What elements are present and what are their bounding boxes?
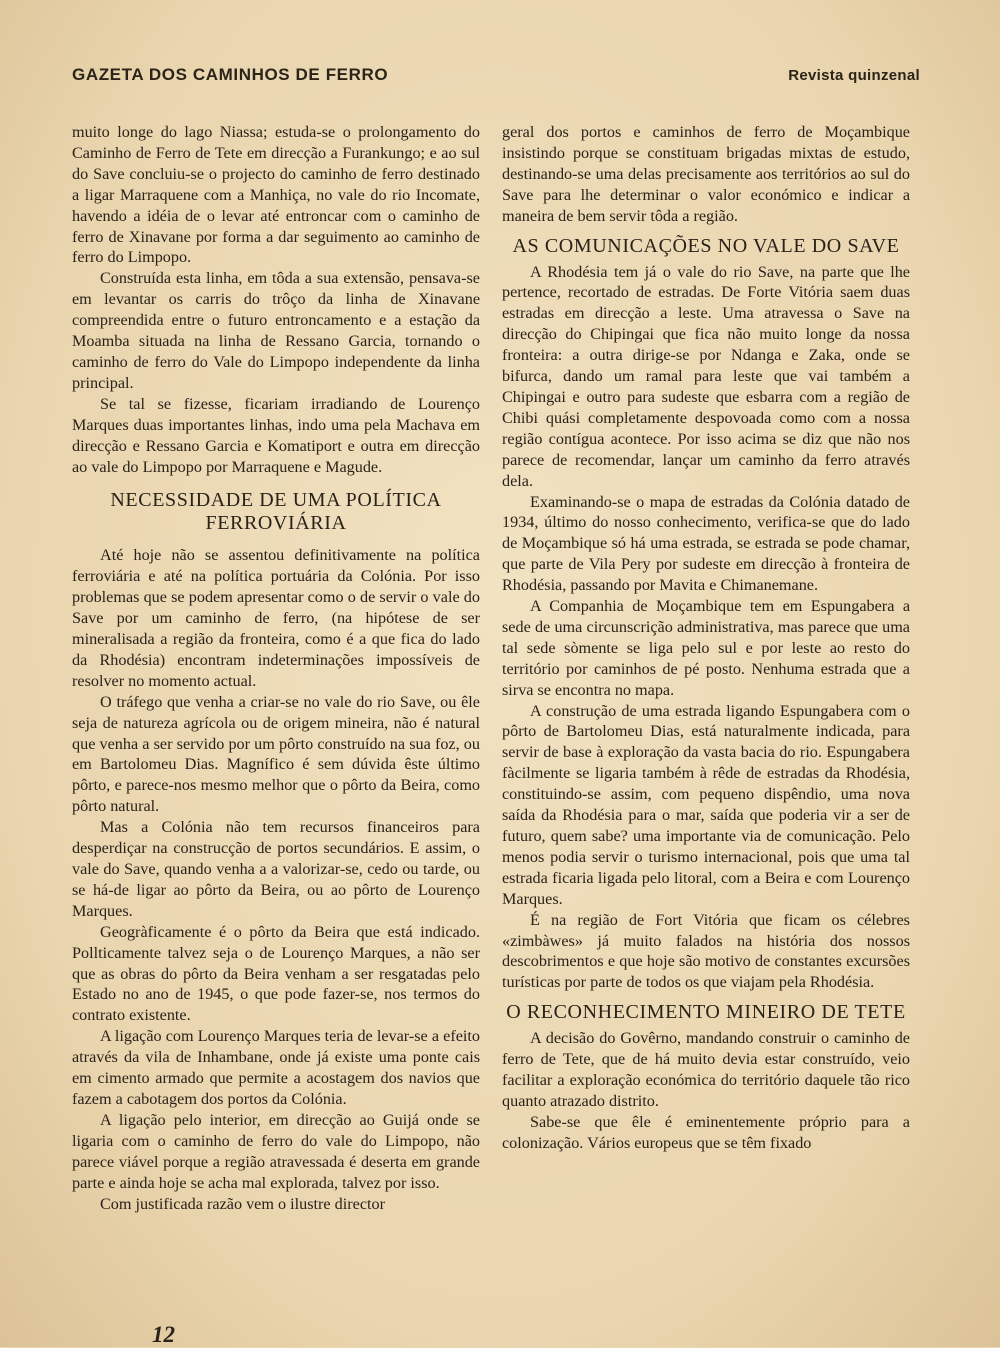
section-heading: O RECONHECIMENTO MINEIRO DE TETE bbox=[506, 1001, 906, 1024]
section-heading: NECESSIDADE DE UMA POLÍTICA FERROVIÁRIA bbox=[110, 489, 442, 535]
paragraph: A construção de uma estrada ligando Espungabera com o pôrto de Bartolomeu Dias, está naturalmente indicada, para servir de base à exploração da vasta bacia do rio. Espungabera fàcilmente se ligaria também à rêde de estradas da Rhodésia, constituindo-se assim, com pequeno dispêndio, uma nova saída da Rhodésia para o mar, saída que poderia vir a ser de futuro, quem sabe? uma importante via de comunicação. Pelo menos podia servir o turismo internacional, pois que uma tal estrada ficaria ligada pelo litoral, com a Beira e com Lourenço Marques. bbox=[502, 701, 910, 908]
paragraph: O tráfego que venha a criar-se no vale do rio Save, ou êle seja de natureza agrícola ou de origem mineira, não é natural que venha a ser servido por um pôrto construído na sua foz, ou em Bartolomeu Dias. Magnífico é sem dúvida êste último pôrto, e parece-nos mesmo melhor que o pôrto da Beira, como pôrto natural. bbox=[72, 692, 480, 816]
paragraph: A ligação com Lourenço Marques teria de levar-se a efeito através da vila de Inhambane, onde já existe uma ponte cais em cimento armado que permite a acostagem dos navios que fazem a cabotagem dos portos da Colónia. bbox=[72, 1027, 480, 1108]
paragraph: Geogràficamente é o pôrto da Beira que está indicado. Pollticamente talvez seja o de Lourenço Marques, a não ser que as obras do pôrto da Beira venham a ser resgatadas pelo Estado no ano de 1945, o que pode fazer-se, nos termos do contrato existente. bbox=[72, 922, 480, 1025]
paragraph: A decisão do Govêrno, mandando construir o caminho de ferro de Tete, que de há muito devia estar construído, veio facilitar a exploração económica do território daquele tão rico quanto atrazado distrito. bbox=[502, 1029, 910, 1110]
journal-title: GAZETA DOS CAMINHOS DE FERRO bbox=[72, 65, 389, 84]
paragraph: Construída esta linha, em tôda a sua extensão, pensava-se em levantar os carris do trôço da linha de Xinavane compreendida entre o futuro entroncamento e a estação da Moamba situada na linha de Ressano Garcia, tornando o caminho de ferro do Vale do Limpopo independente da linha principal. bbox=[72, 269, 480, 392]
paragraph: A Companhia de Moçambique tem em Espungabera a sede de uma circunscrição administrativa, mas parece que uma tal sede sòmente se liga pelo sul e por leste ao resto do território por caminhos de pé posto. Nenhuma estrada que a sirva se encontra no mapa. bbox=[502, 597, 910, 699]
section-heading: AS COMUNICAÇÕES NO VALE DO SAVE bbox=[512, 234, 900, 257]
paragraph: Sabe-se que êle é eminentemente próprio para a colonização. Vários europeus que se têm fixado bbox=[502, 1112, 910, 1152]
paragraph: É na região de Fort Vitória que ficam os célebres «zimbàwes» já muito falados na história dos nossos descobrimentos e que hoje são motivo de constantes excursões turísticas por parte de todos os que viajam pela Rhodésia. bbox=[502, 910, 910, 992]
journal-subtitle: Revista quinzenal bbox=[788, 66, 920, 84]
paragraph: Com justificada razão vem o ilustre director bbox=[100, 1194, 385, 1213]
right-column bbox=[502, 122, 910, 1154]
paragraph: Mas a Colónia não tem recursos financeiros para desperdiçar na construcção de portos secundários. E assim, o vale do Save, quando venha a a valorizar-se, cedo ou tarde, ou se há-de ligar ao pôrto da Beira, ou ao pôrto de Lourenço Marques. bbox=[72, 818, 480, 920]
paragraph: Se tal se fizesse, ficariam irradiando de Lourenço Marques duas importantes linhas, indo uma pela Machava em direcção e Ressano Garcia e Komatiport e outra em direcção ao vale do Limpopo por Marraquene e Magude. bbox=[72, 394, 480, 476]
paragraph: A Rhodésia tem já o vale do rio Save, na parte que lhe pertence, recortado de estradas. De Forte Vitória saem duas estradas em direcção a leste. Uma atravessa o Save na direcção do Chipingai que fica não muito longe da nossa fronteira: a outra dirige-se por Ndanga e Zaka, onde se bifurca, dando um ramal para leste que vai também a Chipingai e outro para sudeste que esbarra com a região de Chibi quási completamente despovoada como com a nossa região contígua acontece. Por isso acima se diz que não nos parece de recomendar, lançar um caminho da ferro através dela. bbox=[502, 262, 910, 490]
paragraph: geral dos portos e caminhos de ferro de Moçambique insistindo porque se constituam brigadas mixtas de estudo, destinando-se uma delas precisamente aos territórios ao sul do Save para lhe determinar o valor económico e indicar a maneira de bem servir tôda a região. bbox=[502, 123, 910, 225]
paragraph: A ligação pelo interior, em direcção ao Guijá onde se ligaria com o caminho de ferro do vale do Limpopo, não parece viável porque a região atravessada é deserta em grande parte e ainda hoje se acha mal explorada, talvez por isso. bbox=[72, 1110, 480, 1192]
page-header bbox=[72, 62, 920, 88]
paragraph: Até hoje não se assentou definitivamente na política ferroviária e até na política portuária da Colónia. Por isso problemas que se podem apresentar como o de servir o vale do Save por um caminho de ferro, (na hipótese de ser mineralisada a região da fronteira, como é a que fica do lado da Rhodésia) encontram indeterminações impossíveis de resolver no momento actual. bbox=[72, 546, 480, 690]
paragraph: muito longe do lago Niassa; estuda-se o prolongamento do Caminho de Ferro de Tete em direcção a Furankungo; e ao sul do Save concluiu-se o projecto do caminho de ferro destinado a ligar Marraquene com a Manhiça, no vale do rio Incomate, havendo a idéia de o levar até entroncar com o caminho de ferro de Xinavane por forma a dar seguimento ao caminho de ferro do Limpopo. bbox=[72, 123, 480, 267]
left-column bbox=[72, 122, 480, 1214]
paragraph: Examinando-se o mapa de estradas da Colónia datado de 1934, último do nosso conhecimento, verifica-se que do lado de Moçambique só há uma estrada, se estrada se pode chamar, que parte de Vila Pery por sudeste em direcção à fronteira de Rhodésia, passando por Mavita e Chimanemane. bbox=[502, 492, 910, 595]
page-number: 12 bbox=[152, 1322, 175, 1347]
